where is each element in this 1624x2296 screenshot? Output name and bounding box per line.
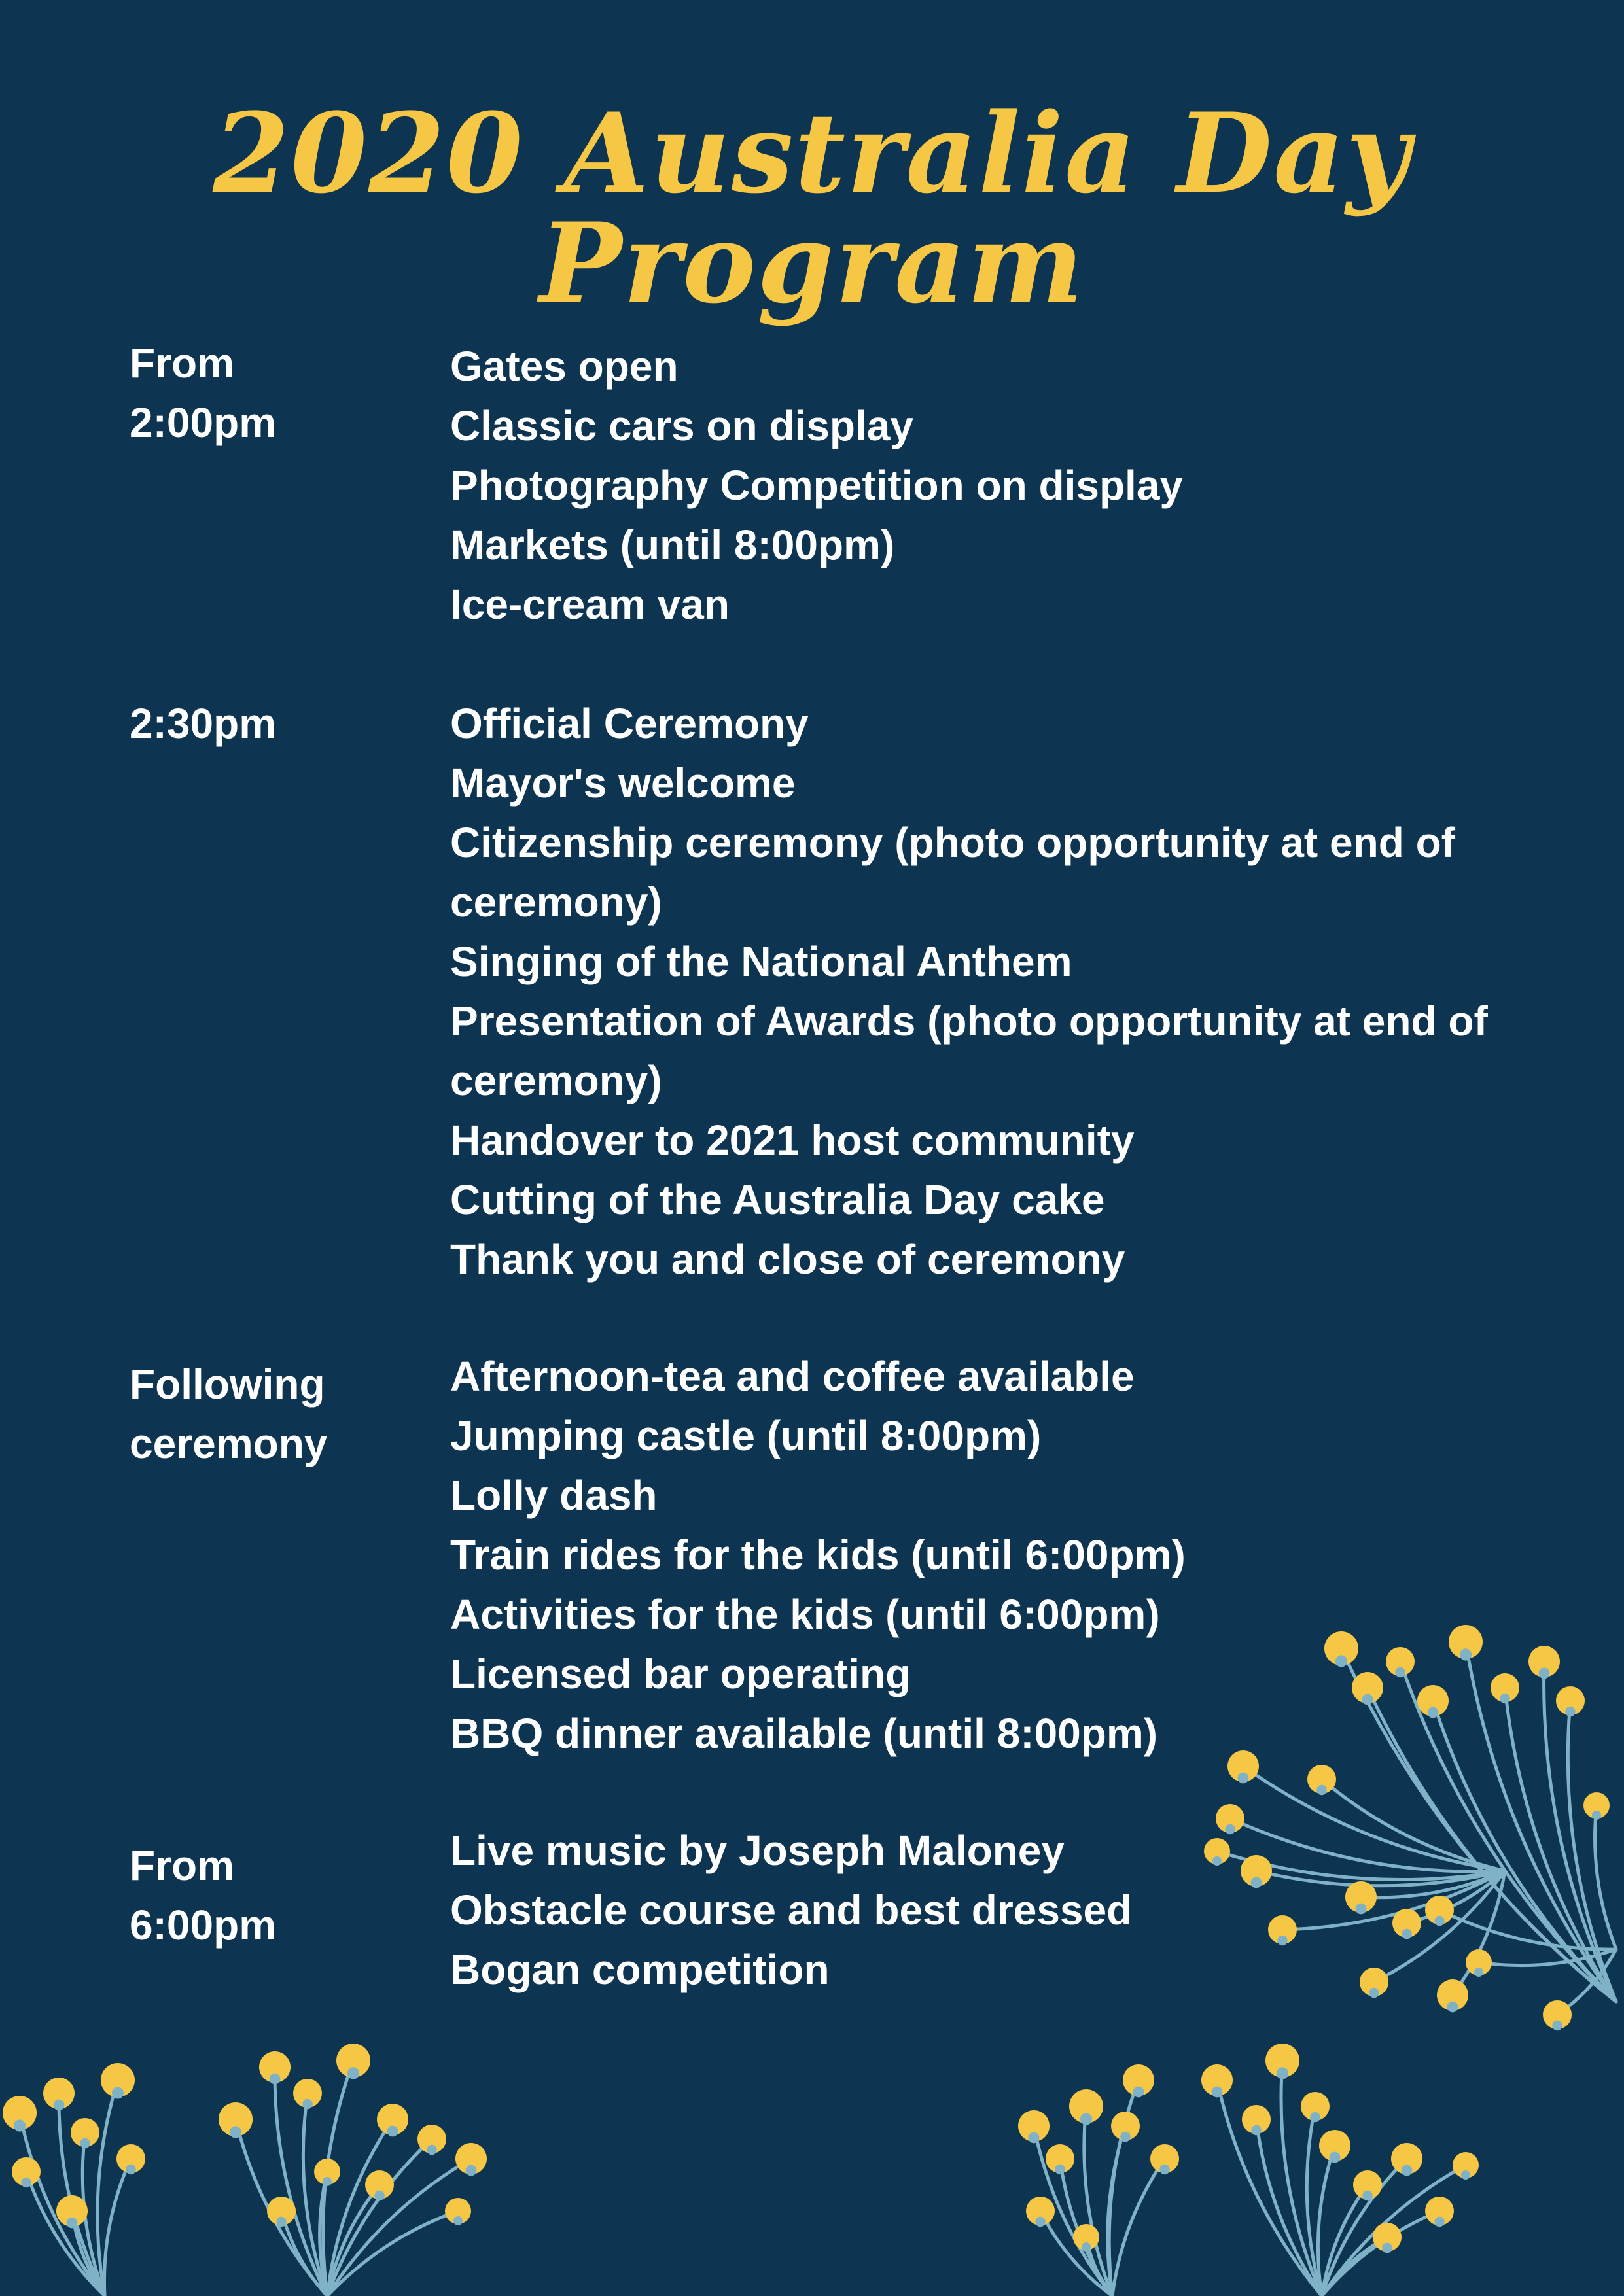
time-label: From 6:00pm	[130, 1842, 277, 1949]
activity-item: Handover to 2021 host community	[450, 1117, 1135, 1164]
activity-item: Jumping castle (until 8:00pm)	[450, 1412, 1042, 1459]
activity-item: Obstacle course and best dressed	[450, 1887, 1133, 1934]
activity-item: BBQ dinner available (until 8:00pm)	[450, 1710, 1158, 1757]
time-label: From 2:00pm	[130, 339, 277, 446]
activity-item: Photography Competition on display	[450, 462, 1183, 509]
activity-item: Afternoon-tea and coffee available	[450, 1353, 1135, 1400]
activity-item: Gates open	[450, 343, 679, 390]
activity-item: Activities for the kids (until 6:00pm)	[450, 1591, 1160, 1638]
activity-item: Ice-cream van	[450, 581, 730, 628]
activity-item: Thank you and close of ceremony	[450, 1236, 1125, 1283]
activity-list	[450, 1347, 1576, 1764]
activity-list	[450, 694, 1576, 1289]
page-title: 2020 Australia Day Program	[213, 88, 1411, 328]
activity-list	[450, 337, 1576, 635]
time-label: 2:30pm	[130, 700, 277, 747]
activity-item: Licensed bar operating	[450, 1650, 911, 1697]
activity-item: Lolly dash	[450, 1472, 658, 1519]
activity-item: Markets (until 8:00pm)	[450, 521, 895, 568]
activity-item: Official Ceremony	[450, 700, 809, 747]
activity-item: Mayor's welcome	[450, 759, 796, 807]
activity-item: Live music by Joseph Maloney	[450, 1827, 1065, 1874]
time-label: Following ceremony	[130, 1361, 328, 1467]
activity-item: Singing of the National Anthem	[450, 938, 1072, 985]
activity-item: Train rides for the kids (until 6:00pm)	[450, 1531, 1186, 1578]
activity-item: Citizenship ceremony (photo opportunity at end of ceremony)	[450, 819, 1455, 926]
activity-item: Bogan competition	[450, 1946, 830, 1993]
activity-item: Cutting of the Australia Day cake	[450, 1176, 1105, 1223]
activity-list	[450, 1821, 1576, 2000]
activity-item: Presentation of Awards (photo opportunity at end of ceremony)	[450, 998, 1488, 1104]
activity-item: Classic cars on display	[450, 402, 913, 449]
